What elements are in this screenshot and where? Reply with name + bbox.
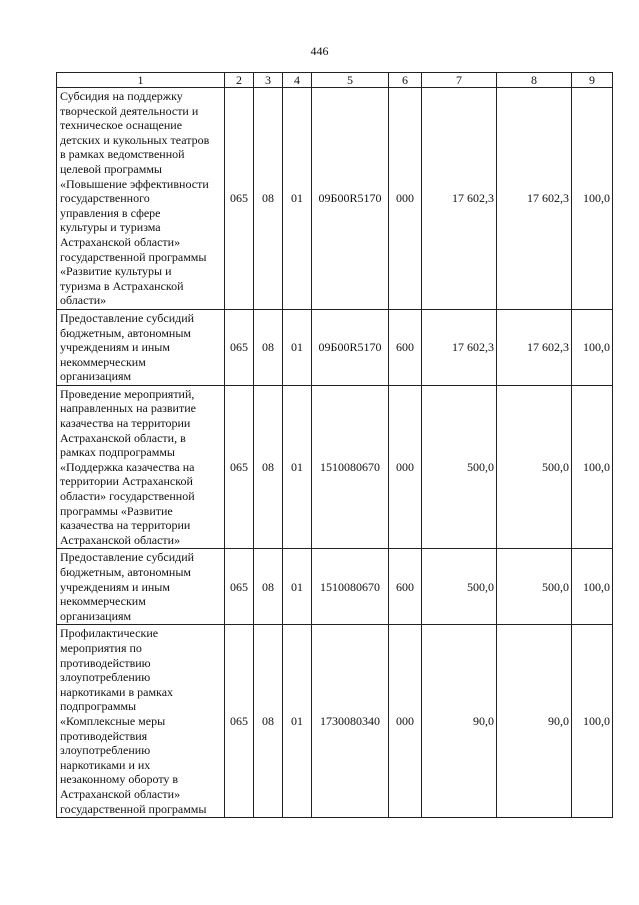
cell-expense-type: 000: [389, 385, 422, 549]
cell-subsection: 01: [283, 309, 312, 385]
header-cell: 6: [389, 73, 422, 88]
table-header-row: [57, 73, 613, 88]
cell-planned-amount: 17 602,3: [422, 309, 497, 385]
table-row: [57, 625, 613, 818]
cell-section: 08: [254, 88, 283, 310]
cell-actual-amount: 500,0: [497, 385, 572, 549]
cell-percent: 100,0: [572, 385, 613, 549]
table-row: [57, 549, 613, 625]
cell-expense-type: 600: [389, 309, 422, 385]
budget-table: [56, 72, 613, 818]
cell-expense-type: 000: [389, 88, 422, 310]
cell-percent: 100,0: [572, 549, 613, 625]
table-row: [57, 309, 613, 385]
cell-subsection: 01: [283, 549, 312, 625]
cell-subsection: 01: [283, 385, 312, 549]
row-description: Предоставление субсидий бюджетным, автономным учреждениям и иным некоммерческим организациям: [57, 309, 225, 385]
cell-actual-amount: 500,0: [497, 549, 572, 625]
cell-planned-amount: 500,0: [422, 549, 497, 625]
cell-target-article: 09Б00R5170: [312, 88, 389, 310]
header-cell: 3: [254, 73, 283, 88]
header-cell: 7: [422, 73, 497, 88]
cell-ministry-code: 065: [225, 88, 254, 310]
cell-planned-amount: 500,0: [422, 385, 497, 549]
cell-planned-amount: 90,0: [422, 625, 497, 818]
cell-section: 08: [254, 309, 283, 385]
cell-ministry-code: 065: [225, 309, 254, 385]
row-description: Проведение мероприятий, направленных на развитие казачества на территории Астраханской области, в рамках подпрограммы «Поддержка казачества на территории Астраханской области» государственной программы «Развитие казачества на территории Астраханской области»: [57, 385, 225, 549]
cell-target-article: 1510080670: [312, 385, 389, 549]
cell-ministry-code: 065: [225, 549, 254, 625]
cell-ministry-code: 065: [225, 385, 254, 549]
row-description: Субсидия на поддержку творческой деятельности и техническое оснащение детских и кукольных театров в рамках ведомственной целевой программы «Повышение эффективности государственного управления в сфере культуры и туризма Астраханской области» государственной программы «Развитие культуры и туризма в Астраханской области»: [57, 88, 225, 310]
page-number: 446: [310, 44, 329, 58]
cell-section: 08: [254, 385, 283, 549]
cell-ministry-code: 065: [225, 625, 254, 818]
cell-actual-amount: 17 602,3: [497, 309, 572, 385]
cell-expense-type: 600: [389, 549, 422, 625]
header-cell: 4: [283, 73, 312, 88]
table-row: [57, 88, 613, 310]
row-description: Предоставление субсидий бюджетным, автономным учреждениям и иным некоммерческим организациям: [57, 549, 225, 625]
cell-subsection: 01: [283, 88, 312, 310]
table-row: [57, 385, 613, 549]
cell-target-article: 1730080340: [312, 625, 389, 818]
cell-section: 08: [254, 625, 283, 818]
header-cell: 8: [497, 73, 572, 88]
cell-target-article: 1510080670: [312, 549, 389, 625]
header-cell: 9: [572, 73, 613, 88]
cell-section: 08: [254, 549, 283, 625]
cell-expense-type: 000: [389, 625, 422, 818]
cell-percent: 100,0: [572, 625, 613, 818]
cell-percent: 100,0: [572, 88, 613, 310]
cell-percent: 100,0: [572, 309, 613, 385]
header-cell: 2: [225, 73, 254, 88]
row-description: Профилактические мероприятия по противодействию злоупотреблению наркотиками в рамках подпрограммы «Комплексные меры противодействия злоупотреблению наркотиками и их незаконному обороту в Астраханской области» государственной программы: [57, 625, 225, 818]
cell-target-article: 09Б00R5170: [312, 309, 389, 385]
header-cell: 1: [57, 73, 225, 88]
cell-actual-amount: 90,0: [497, 625, 572, 818]
cell-actual-amount: 17 602,3: [497, 88, 572, 310]
header-cell: 5: [312, 73, 389, 88]
cell-subsection: 01: [283, 625, 312, 818]
cell-planned-amount: 17 602,3: [422, 88, 497, 310]
